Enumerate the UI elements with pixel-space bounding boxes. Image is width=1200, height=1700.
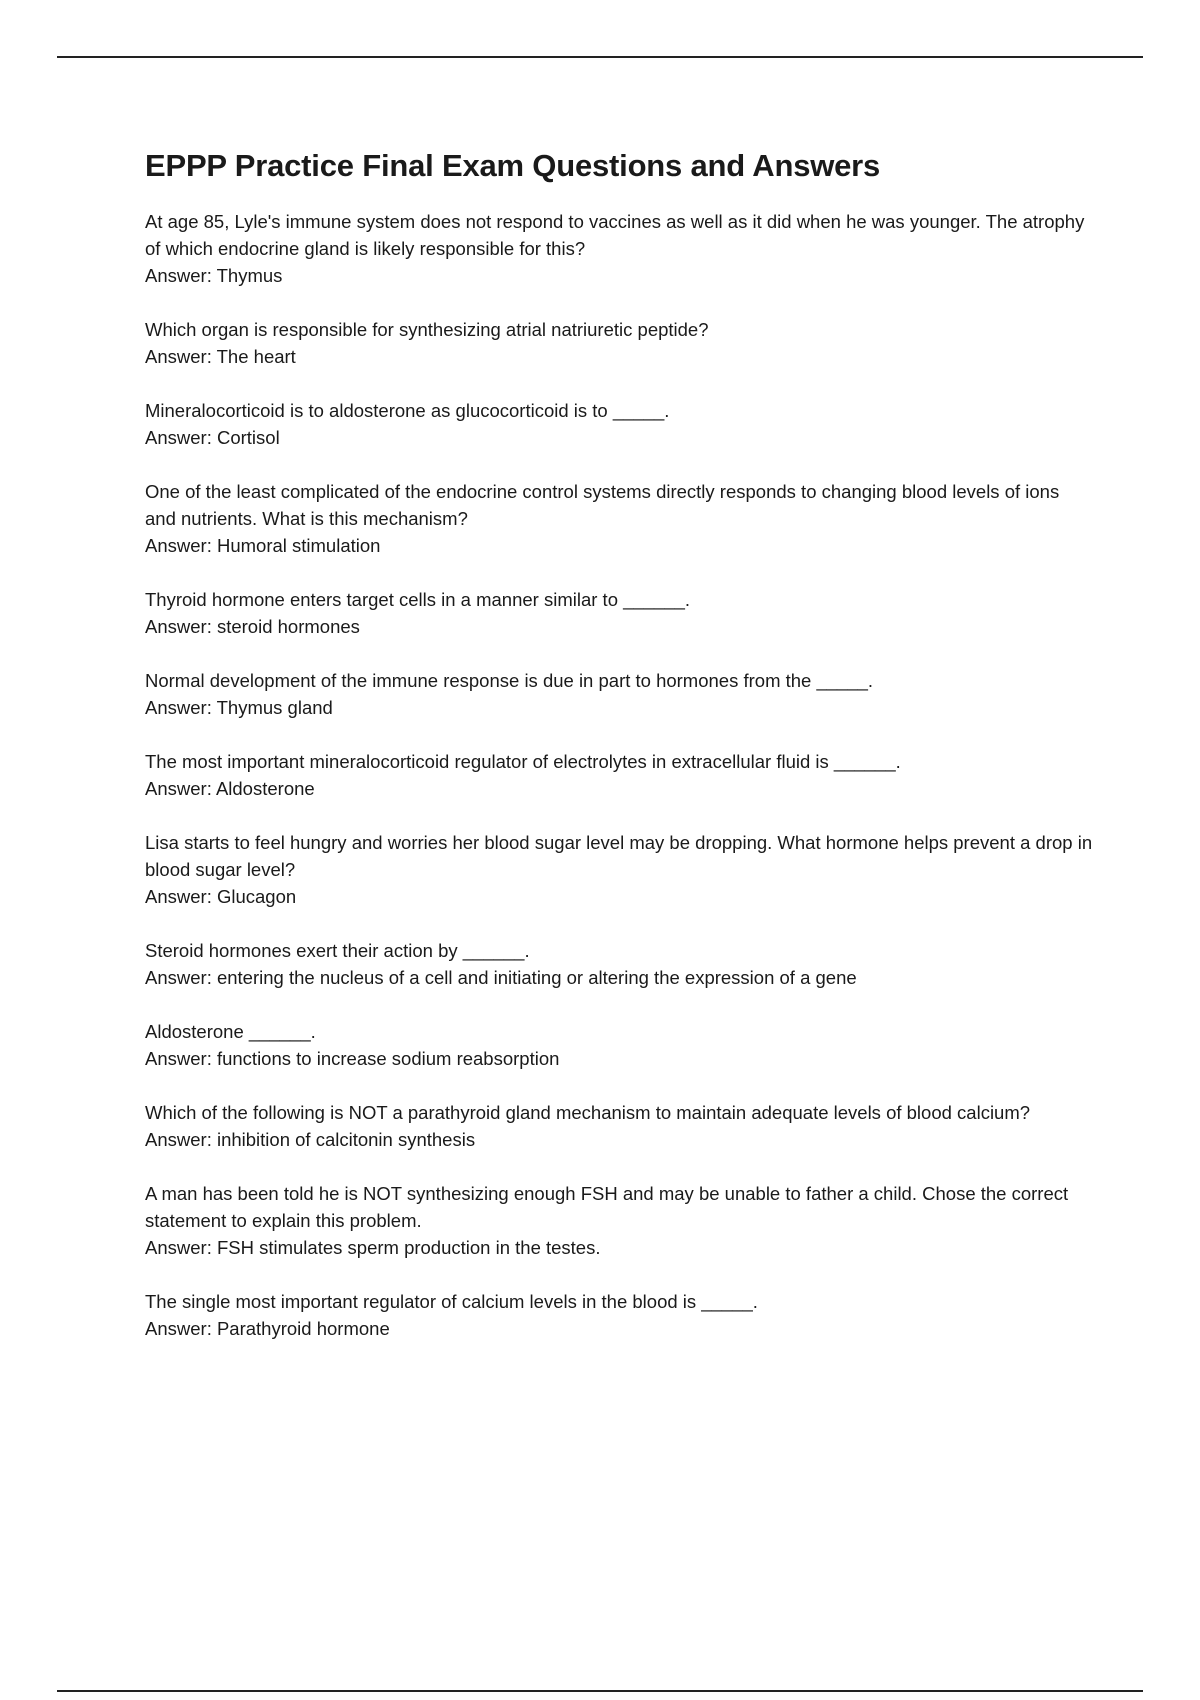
qa-item <box>145 1180 1095 1261</box>
document-title: EPPP Practice Final Exam Questions and Answers <box>145 148 881 183</box>
qa-item <box>145 937 1095 991</box>
answer-text: Answer: Humoral stimulation <box>145 535 381 556</box>
answer-text: Answer: Thymus gland <box>145 697 333 718</box>
question-text: The most important mineralocorticoid regulator of electrolytes in extracellular fluid is ______. <box>145 751 901 772</box>
question-text: Mineralocorticoid is to aldosterone as glucocorticoid is to _____. <box>145 400 670 421</box>
document-body <box>145 146 1098 1369</box>
answer-text: Answer: FSH stimulates sperm production in the testes. <box>145 1237 601 1258</box>
qa-list <box>145 208 1098 1342</box>
question-text: Thyroid hormone enters target cells in a manner similar to ______. <box>145 589 690 610</box>
answer-text: Answer: The heart <box>145 346 296 367</box>
answer-text: Answer: inhibition of calcitonin synthesis <box>145 1129 476 1150</box>
qa-item <box>145 667 1095 721</box>
answer-text: Answer: Cortisol <box>145 427 280 448</box>
qa-item <box>145 316 1095 370</box>
question-text: The single most important regulator of calcium levels in the blood is _____. <box>145 1291 758 1312</box>
question-text: Aldosterone ______. <box>145 1021 316 1042</box>
qa-item <box>145 1288 1095 1342</box>
question-text: Which of the following is NOT a parathyroid gland mechanism to maintain adequate levels of blood calcium? <box>145 1102 1031 1123</box>
answer-text: Answer: Aldosterone <box>145 778 315 799</box>
answer-text: Answer: steroid hormones <box>145 616 360 637</box>
qa-item <box>145 1018 1095 1072</box>
question-text: A man has been told he is NOT synthesizing enough FSH and may be unable to father a child. Chose the correct statement to explain this problem. <box>145 1183 1074 1231</box>
question-text: Steroid hormones exert their action by ______. <box>145 940 530 961</box>
qa-item <box>145 748 1095 802</box>
answer-text: Answer: Glucagon <box>145 886 297 907</box>
answer-text: Answer: Parathyroid hormone <box>145 1318 390 1339</box>
qa-item <box>145 208 1095 289</box>
question-text: At age 85, Lyle's immune system does not respond to vaccines as well as it did when he was younger. The atrophy of which endocrine gland is likely responsible for this? <box>145 211 1090 259</box>
top-rule <box>57 56 1143 58</box>
question-text: Normal development of the immune response is due in part to hormones from the _____. <box>145 670 874 691</box>
question-text: One of the least complicated of the endocrine control systems directly responds to changing blood levels of ions and nutrients. What is this mechanism? <box>145 481 1065 529</box>
qa-item <box>145 829 1098 910</box>
bottom-rule <box>57 1690 1143 1692</box>
question-text: Which organ is responsible for synthesizing atrial natriuretic peptide? <box>145 319 709 340</box>
qa-item <box>145 586 1095 640</box>
qa-item <box>145 478 1095 559</box>
qa-item <box>145 397 1095 451</box>
answer-text: Answer: entering the nucleus of a cell and initiating or altering the expression of a gene <box>145 967 857 988</box>
question-text: Lisa starts to feel hungry and worries her blood sugar level may be dropping. What hormone helps prevent a drop in blood sugar level? <box>145 832 1098 880</box>
answer-text: Answer: Thymus <box>145 265 283 286</box>
qa-item <box>145 1099 1095 1153</box>
answer-text: Answer: functions to increase sodium reabsorption <box>145 1048 560 1069</box>
